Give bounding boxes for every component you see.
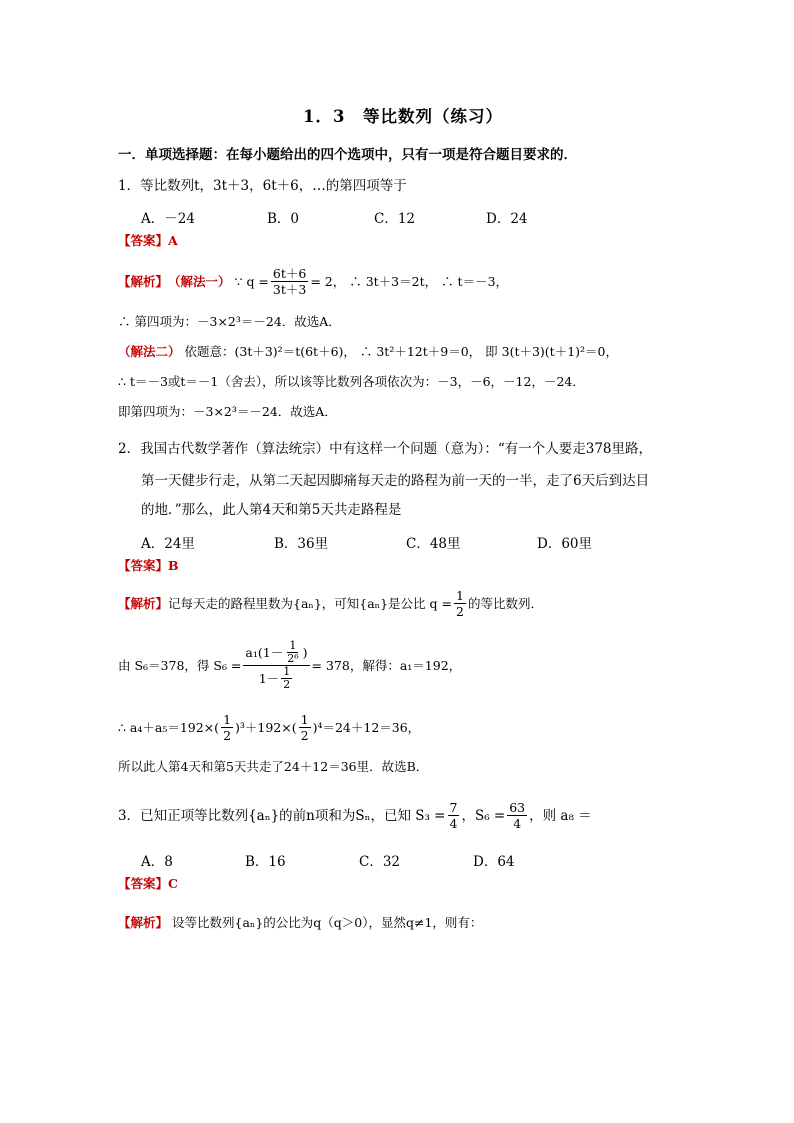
q2-ratio-text: 记每天走的路程里数为{aₙ}，可知{aₙ}是公比 q = — [168, 595, 452, 611]
q2-sum-den-fn: 1 — [283, 665, 291, 678]
q3-analysis-line1 — [118, 914, 482, 932]
q2-stem-line3: 的地．”那么，此人第4天和第5天共走路程是 — [141, 502, 402, 518]
q2-sum-den-fd: 2 — [283, 678, 291, 691]
q2-sum-line — [118, 640, 461, 691]
q2-ratio-fraction — [454, 588, 466, 619]
q3-option-b: B．16 — [245, 854, 286, 870]
q2-sum-den-fraction — [281, 666, 292, 691]
page-title: 1．3 等比数列（练习） — [303, 107, 503, 126]
q2-sum-pre: 由 S₆＝378，得 S₆ = — [118, 657, 242, 673]
q2-sum-fraction — [243, 640, 309, 691]
q2-ratio-numerator: 1 — [455, 588, 464, 603]
q3-option-a: A．8 — [141, 854, 173, 870]
q2-a4a5-f1-den: 2 — [223, 728, 232, 743]
q2-answer: 【答案】B — [118, 558, 179, 573]
q1-ratio-label: ∵ q = — [234, 273, 269, 289]
q1-answer: 【答案】A — [118, 233, 178, 248]
q1-analysis-line1 — [118, 266, 508, 297]
q2-a4a5-f1-num: 1 — [223, 712, 232, 727]
q2-a4a5-fraction2 — [299, 712, 311, 743]
q3-s3-num: 7 — [449, 800, 458, 815]
q1-ratio-denominator: 3t＋3 — [272, 282, 307, 297]
q2-stem-line1: 2．我国古代数学著作（算法统宗）中有这样一个问题（意为）：“有一个人要走378里路， — [118, 441, 653, 457]
q2-a4a5-f2-den: 2 — [300, 728, 309, 743]
q2-sum-num-fraction — [285, 640, 300, 665]
q3-stem-mid: ，S₆ = — [461, 807, 506, 824]
q3-s6-num: 63 — [509, 800, 526, 815]
q3-stem-post: ，则 a₈ ＝ — [529, 807, 592, 824]
q2-sum-post: = 378，解得：a₁＝192， — [311, 657, 462, 673]
q1-stem: 1．等比数列t，3t＋3，6t＋6，…的第四项等于 — [118, 178, 407, 194]
q1-method2-text: 依题意：(3t＋3)²＝t(6t＋6)， ∴ 3t²＋12t＋9＝0， 即 3(t＋3)(t＋1)²＝0， — [184, 344, 618, 359]
q1-ratio-numerator: 6t＋6 — [272, 266, 307, 281]
q2-a4a5-mid: )³＋192×( — [235, 719, 297, 735]
q2-sum-numerator — [243, 640, 309, 666]
q2-sum-num-post: ) — [302, 645, 308, 660]
q1-option-a: A．－24 — [141, 211, 195, 227]
q2-ratio-post: 的等比数列． — [467, 595, 543, 611]
q3-s6-fraction — [507, 800, 527, 831]
q2-analysis-line1 — [118, 588, 543, 619]
q1-method2-line — [118, 343, 618, 361]
q2-sum-den-pre: 1－ — [258, 671, 280, 686]
q2-option-d: D．60里 — [537, 536, 593, 552]
q3-option-d: D．64 — [473, 854, 515, 870]
q2-analysis-tag: 【解析】 — [118, 595, 169, 611]
q3-stem — [118, 800, 592, 831]
q1-ratio-fraction — [271, 266, 308, 297]
section-heading: 一．单项选择题：在每小题给出的四个选项中，只有一项是符合题目要求的． — [118, 147, 577, 163]
q2-ratio-denominator: 2 — [455, 604, 464, 619]
q2-option-b: B．36里 — [274, 536, 329, 552]
q1-analysis-tag: 【解析】 — [118, 273, 169, 289]
q2-a4a5-f2-num: 1 — [300, 712, 309, 727]
q1-option-b: B．0 — [267, 211, 300, 227]
q3-answer: 【答案】C — [118, 876, 178, 891]
q1-method2-line3: 即第四项为：－3×2³＝－24．故选A． — [118, 404, 337, 419]
q3-analysis-text: 设等比数列{aₙ}的公比为q（q＞0），显然q≠1，则有： — [172, 915, 483, 930]
q2-a4a5-fraction1 — [221, 712, 233, 743]
q1-method2-tag: （解法二） — [118, 344, 181, 359]
q2-sum-num-fd: 2⁶ — [287, 652, 299, 665]
q2-option-c: C．48里 — [406, 536, 461, 552]
q2-sum-num-pre: a₁(1－ — [245, 645, 284, 660]
q1-option-c: C．12 — [374, 211, 416, 227]
q2-sum-denominator — [257, 666, 296, 691]
q3-analysis-tag: 【解析】 — [118, 915, 169, 930]
q3-stem-pre: 3．已知正项等比数列{aₙ}的前n项和为Sₙ，已知 S₃ = — [118, 807, 446, 824]
q2-conclusion: 所以此人第4天和第5天共走了24＋12＝36里．故选B． — [118, 759, 429, 774]
q2-sum-num-fn: 1 — [289, 639, 297, 652]
q3-s3-den: 4 — [449, 816, 458, 831]
q1-method2-line2: ∴ t＝－3或t＝－1（舍去），所以该等比数列各项依次为：－3，－6，－12，－24． — [118, 374, 585, 389]
q3-s6-den: 4 — [513, 816, 522, 831]
q3-option-c: C．32 — [359, 854, 401, 870]
q2-a4a5-post: )⁴＝24＋12＝36， — [312, 719, 421, 735]
q2-option-a: A．24里 — [141, 536, 195, 552]
q1-ratio-rest: = 2， ∴ 3t＋3＝2t， ∴ t＝－3， — [310, 273, 509, 289]
q3-s3-fraction — [448, 800, 460, 831]
q1-option-d: D．24 — [486, 211, 528, 227]
q2-a4a5-line — [118, 712, 420, 743]
q1-method1-tag: （解法一） — [168, 273, 231, 289]
q2-a4a5-pre: ∴ a₄＋a₅＝192×( — [118, 719, 220, 735]
q1-fourth-term: ∴ 第四项为：－3×2³＝－24．故选A． — [118, 314, 341, 329]
q2-stem-line2: 第一天健步行走，从第二天起因脚痛每天走的路程为前一天的一半，走了6天后到达目 — [141, 473, 650, 489]
